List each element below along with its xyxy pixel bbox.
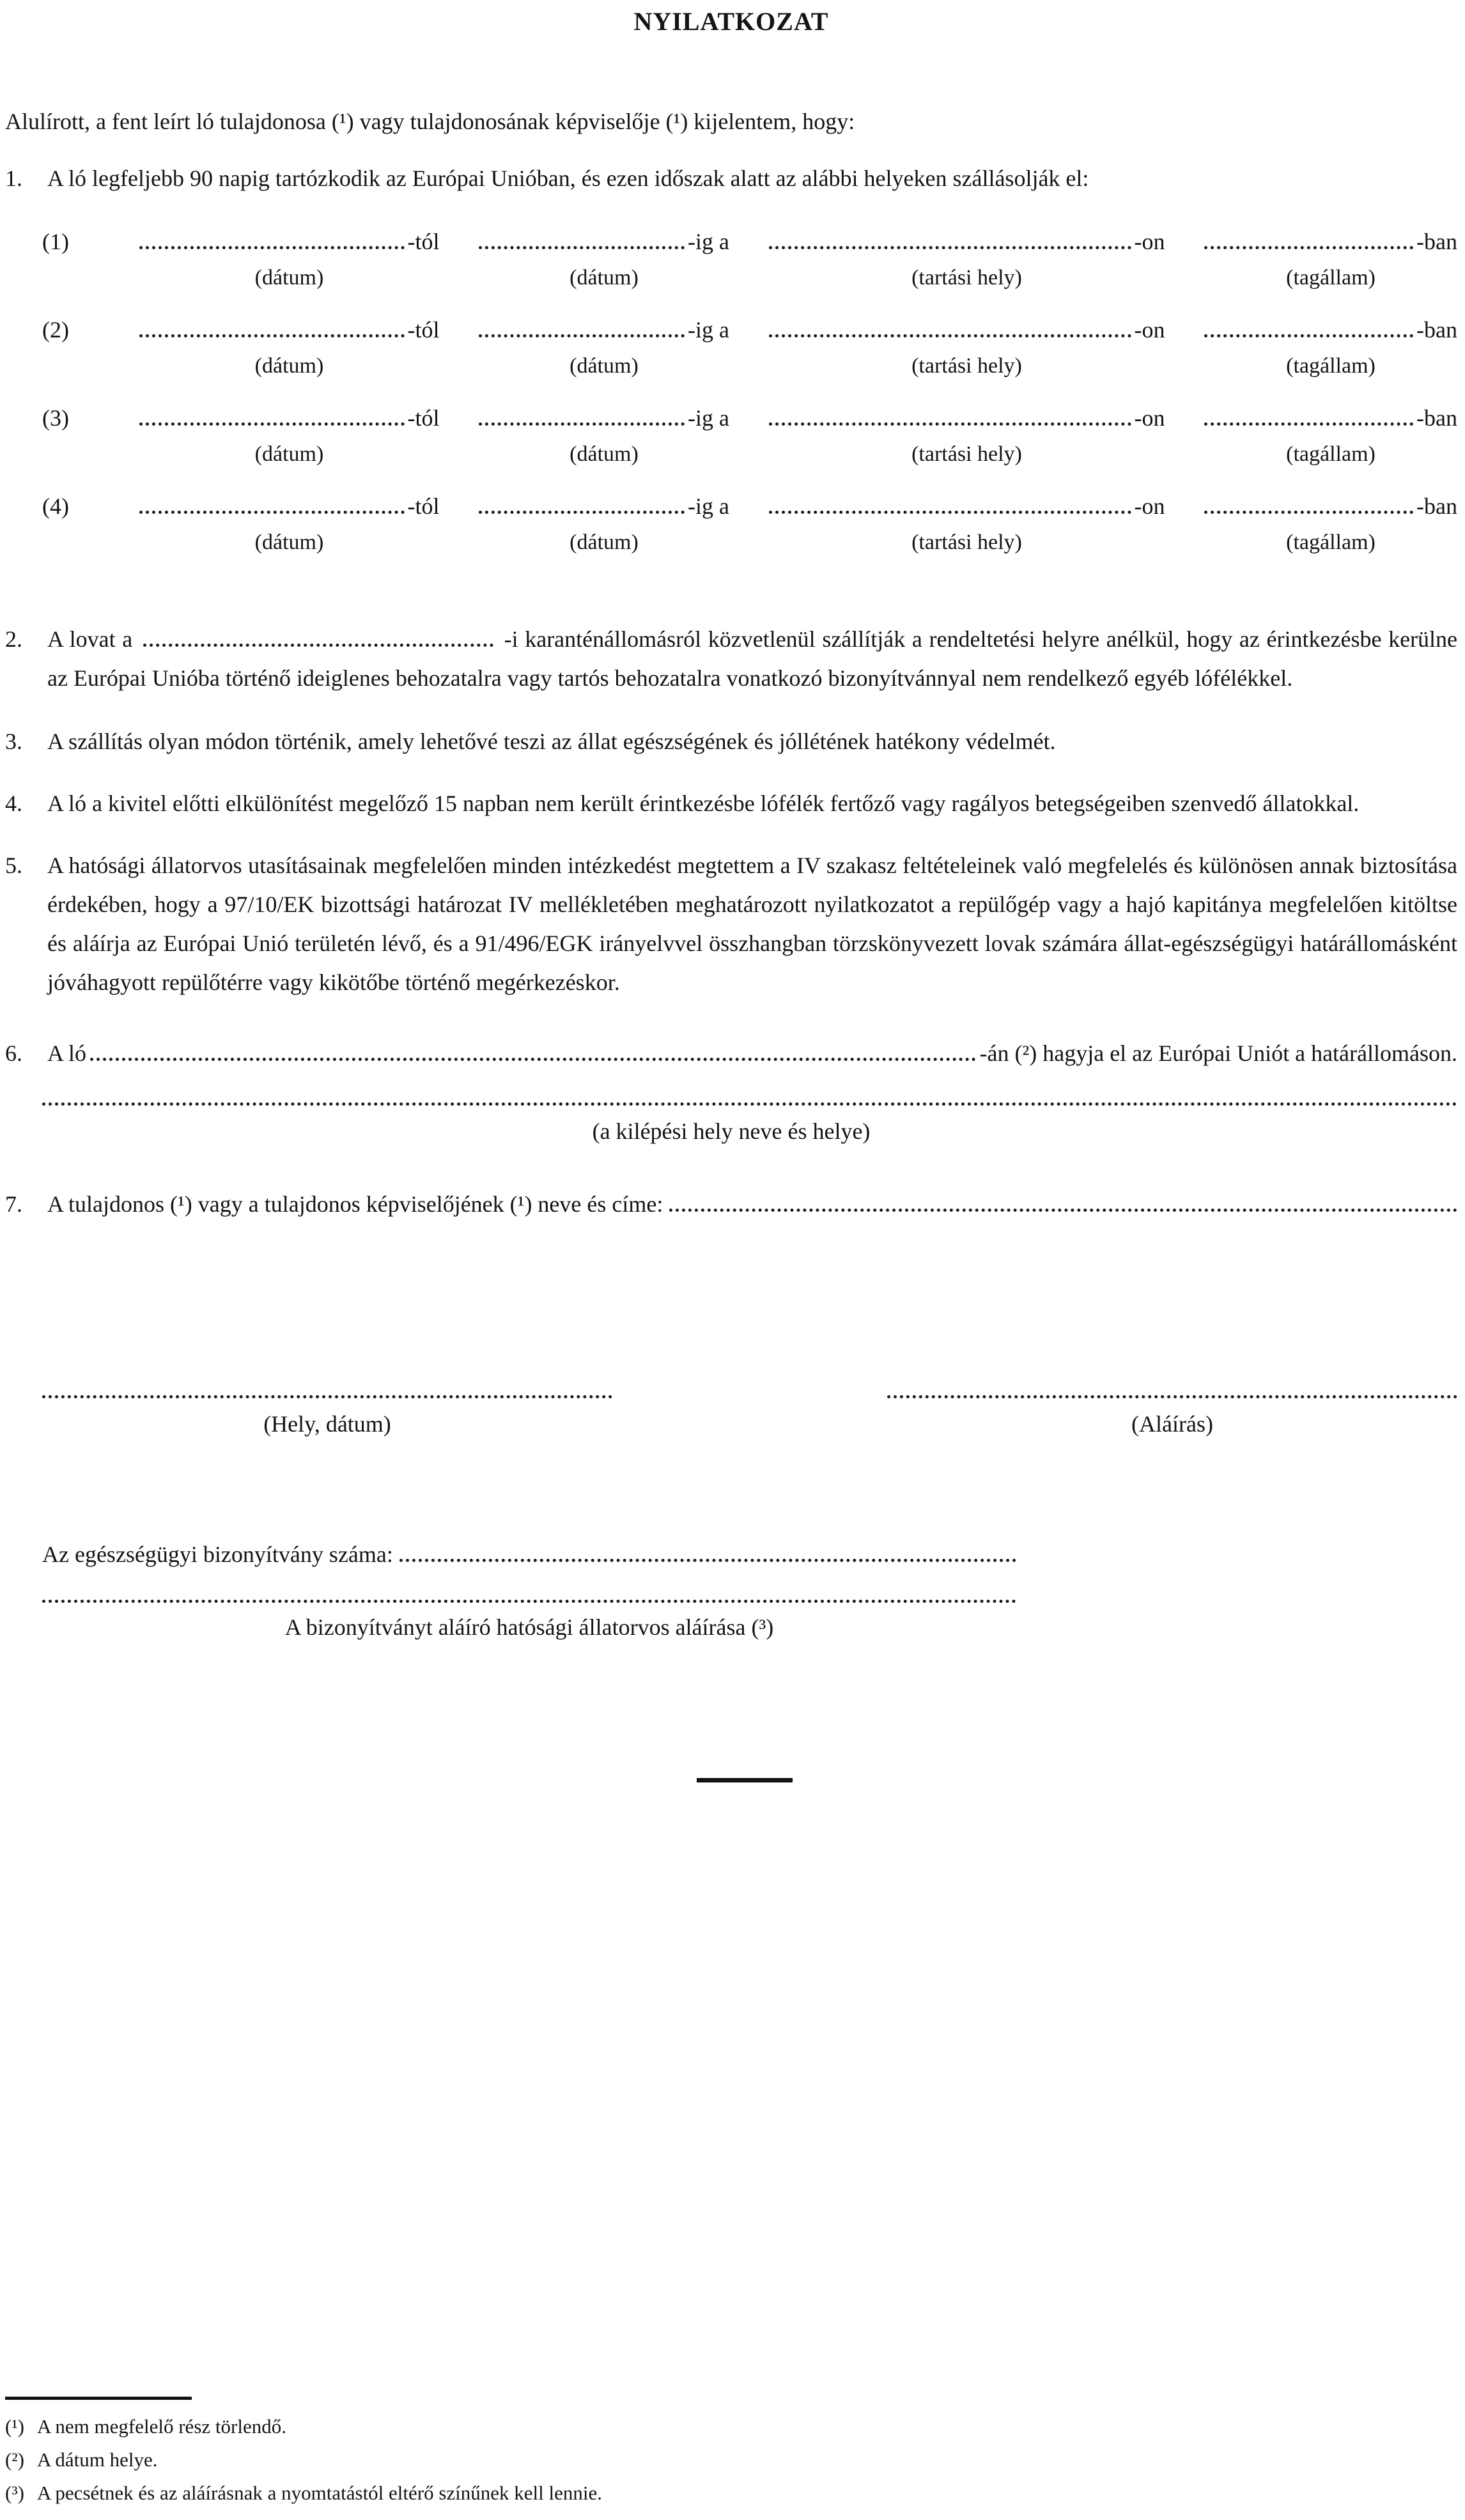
item-6-text-before: A ló (47, 1040, 87, 1067)
footnote-2-text: A dátum helye. (37, 2448, 158, 2471)
stay-row-4 (42, 491, 1457, 557)
stay-row-2 (42, 314, 1457, 381)
date-label: (dátum) (570, 266, 639, 290)
place-date-caption: (Hely, dátum) (263, 1411, 391, 1437)
stay4-date-from-field[interactable] (139, 511, 405, 514)
stay4-holding-place-field[interactable] (769, 511, 1131, 514)
place-date-field[interactable] (42, 1395, 612, 1398)
exit-place-field[interactable] (42, 1102, 1457, 1106)
item-1-number: 1. (5, 166, 22, 192)
footnote-separator (5, 2397, 192, 2400)
stay4-to-suffix: -ig a (688, 493, 729, 520)
stay2-from-suffix: -tól (407, 317, 440, 343)
stay4-from-suffix: -tól (407, 493, 440, 520)
stay-row-3-number: (3) (42, 405, 69, 431)
item-7-number: 7. (5, 1191, 22, 1217)
vet-signature-caption: A bizonyítványt aláíró hatósági állatorvos aláírása (³) (284, 1614, 774, 1641)
stay3-state-suffix: -ban (1416, 405, 1457, 431)
stay2-date-from-field[interactable] (139, 334, 405, 337)
member-state-label: (tagállam) (1286, 530, 1376, 555)
item-1-text: A ló legfeljebb 90 napig tartózkodik az Európai Unióban, és ezen időszak alatt az alábbi helyeken szállásolják el: (47, 166, 1089, 192)
stay1-state-suffix: -ban (1416, 229, 1457, 255)
date-label: (dátum) (254, 354, 324, 378)
footnote-2-marker: (²) (5, 2448, 24, 2471)
page-title: NYILATKOZAT (633, 7, 829, 36)
holding-place-label: (tartási hely) (911, 530, 1022, 555)
footnotes-block (5, 2397, 1457, 2510)
stay1-place-suffix: -on (1134, 229, 1165, 255)
certificate-number-field[interactable] (399, 1559, 1016, 1562)
stay-row-4-number: (4) (42, 493, 69, 520)
footnote-1-marker: (¹) (5, 2415, 24, 2438)
stay2-place-suffix: -on (1134, 317, 1165, 343)
item-1 (5, 159, 1457, 198)
date-label: (dátum) (570, 530, 639, 555)
footnote-3 (5, 2477, 1457, 2510)
signature-caption: (Aláírás) (1131, 1411, 1213, 1437)
date-label: (dátum) (254, 530, 324, 555)
section-divider (697, 1778, 793, 1782)
accommodation-rows (42, 226, 1457, 579)
member-state-label: (tagállam) (1286, 442, 1376, 467)
stay2-date-to-field[interactable] (479, 334, 685, 337)
item-3 (5, 722, 1457, 761)
item-4-text: A ló a kivitel előtti elkülönítést megelőző 15 napban nem került érintkezésbe lófélék fertőző vagy ragályos betegségeiben szenvedő állatokkal. (47, 791, 1360, 817)
stay4-state-suffix: -ban (1416, 493, 1457, 520)
certificate-block (42, 1535, 1016, 1645)
item-3-number: 3. (5, 729, 22, 755)
footnote-2 (5, 2443, 1457, 2477)
stay3-place-suffix: -on (1134, 405, 1165, 431)
member-state-label: (tagállam) (1286, 354, 1376, 378)
footnote-1 (5, 2410, 1457, 2443)
exit-place-caption: (a kilépési hely neve és helye) (592, 1118, 871, 1145)
stay3-member-state-field[interactable] (1204, 422, 1413, 426)
exit-date-field[interactable] (90, 1058, 975, 1061)
footnote-3-marker: (³) (5, 2482, 24, 2504)
footnote-1-text: A nem megfelelő rész törlendő. (37, 2415, 286, 2438)
stay3-date-from-field[interactable] (139, 422, 405, 426)
item-6 (5, 1034, 1457, 1073)
item-6-number: 6. (5, 1040, 22, 1067)
holding-place-label: (tartási hely) (911, 442, 1022, 467)
item-5 (5, 846, 1457, 1002)
stay3-date-to-field[interactable] (479, 422, 685, 426)
item-4-number: 4. (5, 791, 22, 817)
stay2-to-suffix: -ig a (688, 317, 729, 343)
stay4-date-to-field[interactable] (479, 511, 685, 514)
stay3-holding-place-field[interactable] (769, 422, 1131, 426)
item-7 (5, 1185, 1457, 1224)
item-5-number: 5. (5, 853, 22, 879)
stay1-date-from-field[interactable] (139, 246, 405, 249)
item-2 (5, 620, 1457, 698)
stay-row-3 (42, 403, 1457, 469)
item-2-text-before: A lovat a (47, 626, 133, 653)
date-label: (dátum) (254, 266, 324, 290)
stay3-to-suffix: -ig a (688, 405, 729, 431)
date-label: (dátum) (254, 442, 324, 467)
stay1-member-state-field[interactable] (1204, 246, 1413, 249)
item-3-text: A szállítás olyan módon történik, amely lehetővé teszi az állat egészségének és jóllétének hatékony védelmét. (47, 729, 1056, 755)
holding-place-label: (tartási hely) (911, 266, 1022, 290)
date-label: (dátum) (570, 354, 639, 378)
vet-signature-field[interactable] (42, 1600, 1016, 1603)
stay4-member-state-field[interactable] (1204, 511, 1413, 514)
quarantine-station-field[interactable] (143, 644, 493, 647)
signature-field[interactable] (887, 1395, 1457, 1398)
stay1-to-suffix: -ig a (688, 229, 729, 255)
stay1-holding-place-field[interactable] (769, 246, 1131, 249)
holding-place-label: (tartási hely) (911, 354, 1022, 378)
certificate-number-label: Az egészségügyi bizonyítvány száma: (42, 1542, 393, 1568)
item-7-text: A tulajdonos (¹) vagy a tulajdonos képviselőjének (¹) neve és címe: (47, 1191, 663, 1217)
stay-row-1 (42, 226, 1457, 293)
item-2-text-after: -i karanténállomásról közvetlenül szállítják a rendeltetési helyre anélkül, hogy az érintkezésbe kerülne az Európai Unióba történő ideiglenes behozatalra vagy tartós behozatalra vonatkozó bizonyítvánnyal nem rendelkező egyéb lófélékkel. (47, 626, 1458, 692)
item-6-text-after: -án (²) hagyja el az Európai Uniót a határállomáson. (979, 1040, 1457, 1067)
item-4 (5, 784, 1457, 823)
stay3-from-suffix: -tól (407, 405, 440, 431)
item-2-number: 2. (5, 626, 22, 653)
owner-name-address-field[interactable] (669, 1209, 1457, 1212)
intro-paragraph: Alulírott, a fent leírt ló tulajdonosa (¹) vagy tulajdonosának képviselője (¹) kijelentem, hogy: (5, 109, 855, 134)
stay-row-2-number: (2) (42, 317, 69, 343)
stay1-date-to-field[interactable] (479, 246, 685, 249)
stay2-holding-place-field[interactable] (769, 334, 1131, 337)
date-label: (dátum) (570, 442, 639, 467)
stay1-from-suffix: -tól (407, 229, 440, 255)
stay-row-1-number: (1) (42, 229, 69, 255)
stay2-state-suffix: -ban (1416, 317, 1457, 343)
stay4-place-suffix: -on (1134, 493, 1165, 520)
item-5-text: A hatósági állatorvos utasításainak megfelelően minden intézkedést megtettem a IV szakasz feltételeinek való megfelelés és különösen annak biztosítása érdekében, hogy a 97/10/EK bizottsági határozat IV mellékletében meghatározott nyilatkozatot a repülőgép vagy a hajó kapitánya megfelelően kitöltse és aláírja az Európai Unió területén lévő, és a 91/496/EGK irányelvvel összhangban törzskönyvezett lovak számára állat-egészségügyi határállomásként jóváhagyott repülőtérre vagy kikötőbe történő megérkezéskor. (47, 853, 1457, 996)
footnote-3-text: A pecsétnek és az aláírásnak a nyomtatástól eltérő színűnek kell lennie. (37, 2482, 603, 2504)
signature-block (42, 1395, 1457, 1441)
stay2-member-state-field[interactable] (1204, 334, 1413, 337)
member-state-label: (tagállam) (1286, 266, 1376, 290)
